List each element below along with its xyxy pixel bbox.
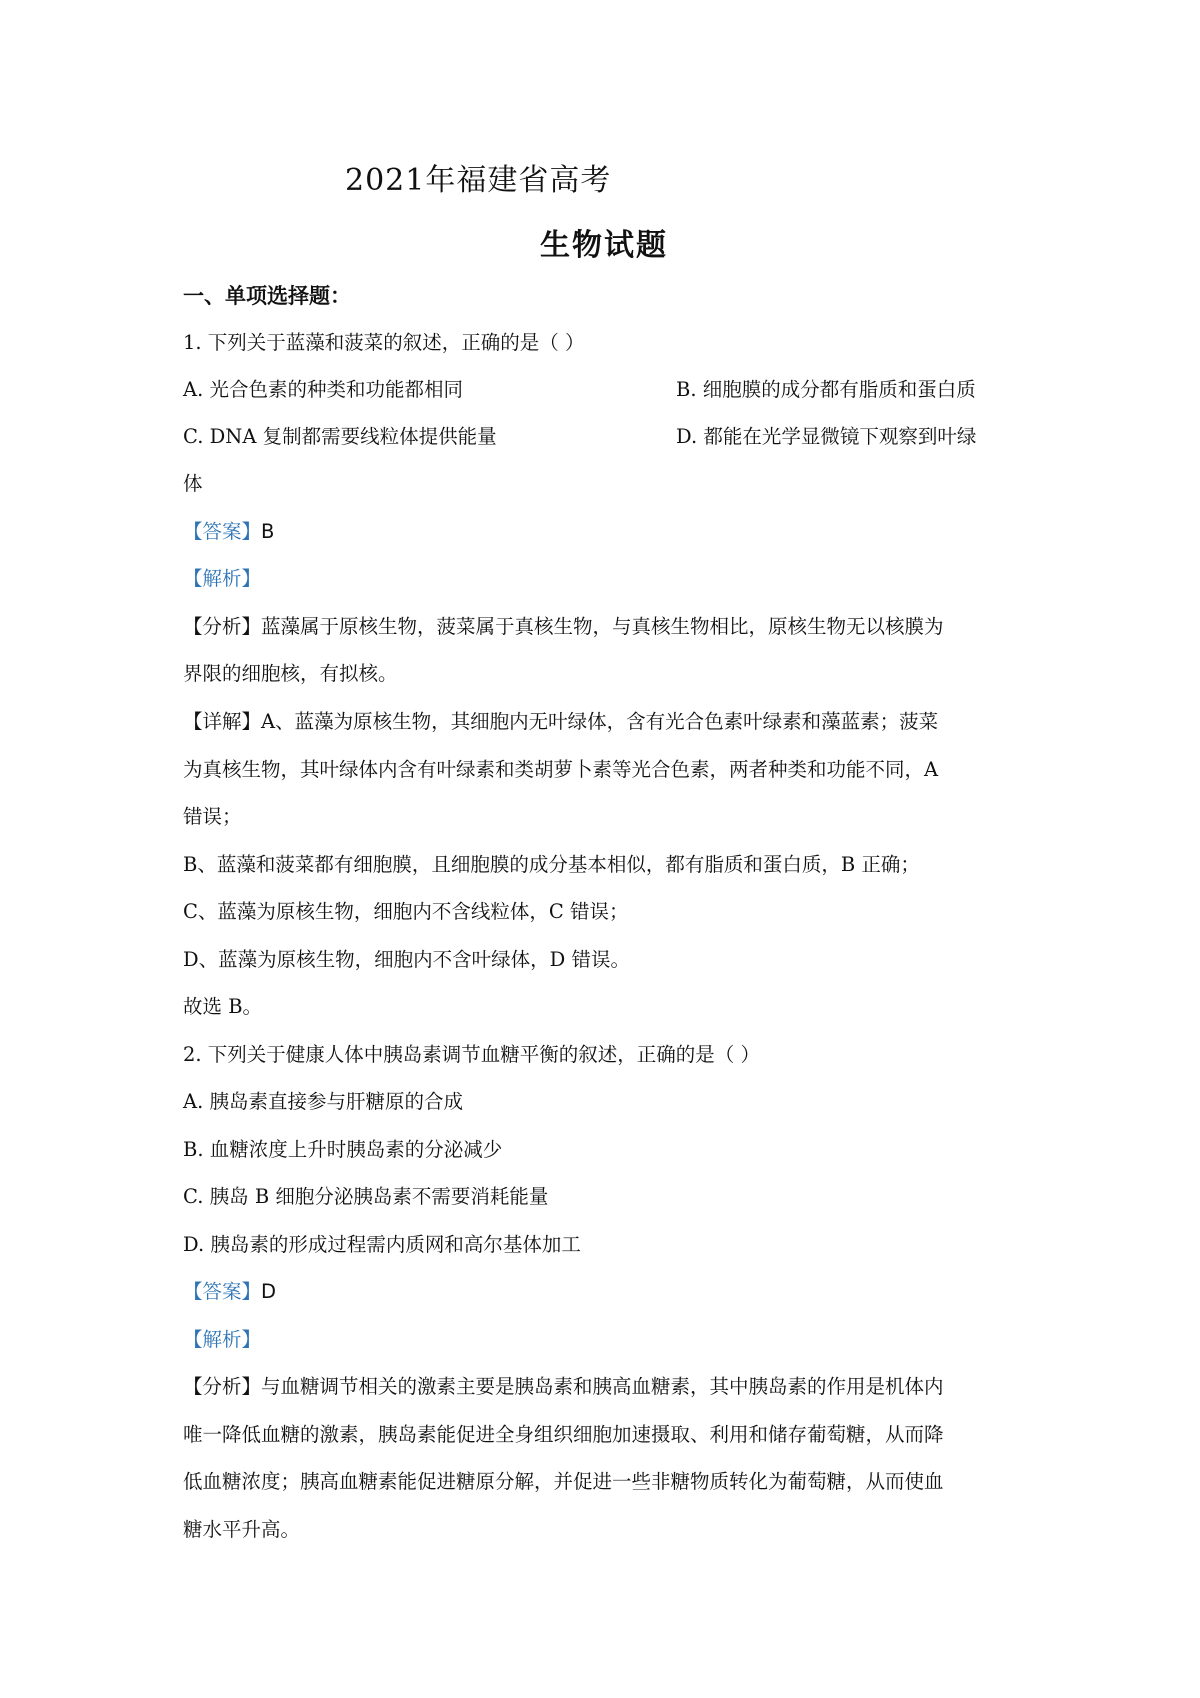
q1-xiangjie-line1 xyxy=(183,710,938,734)
q1-conclusion: 故选 B。 xyxy=(183,995,263,1018)
q2-option-c: C. 胰岛 B 细胞分泌胰岛素不需要消耗能量 xyxy=(183,1185,549,1208)
document-title: 2021年福建省高考 xyxy=(345,163,612,198)
q2-fenxi-line3: 低血糖浓度；胰高血糖素能促进糖原分解，并促进一些非糖物质转化为葡萄糖，从而使血 xyxy=(183,1470,944,1493)
q2-fenxi-line4: 糖水平升高。 xyxy=(183,1518,301,1541)
q2-stem: 2. 下列关于健康人体中胰岛素调节血糖平衡的叙述，正确的是（ ） xyxy=(183,1043,761,1066)
q1-stem: 1. 下列关于蓝藻和菠菜的叙述，正确的是（ ） xyxy=(183,331,585,354)
q1-answer xyxy=(183,520,274,544)
q2-answer-value: D xyxy=(261,1280,277,1303)
q1-fenxi-label: 【分析】 xyxy=(183,615,262,638)
q2-fenxi-line2: 唯一降低血糖的激素，胰岛素能促进全身组织细胞加速摄取、利用和储存葡萄糖，从而降 xyxy=(183,1423,944,1446)
q1-xiangjie-line6: D、蓝藻为原核生物，细胞内不含叶绿体，D 错误。 xyxy=(183,948,630,971)
document-subtitle: 生物试题 xyxy=(540,228,668,263)
q2-option-a: A. 胰岛素直接参与肝糖原的合成 xyxy=(183,1090,463,1113)
q2-option-b: B. 血糖浓度上升时胰岛素的分泌减少 xyxy=(183,1138,503,1161)
q1-answer-label: 【答案】 xyxy=(183,520,262,543)
section-title: 一、单项选择题： xyxy=(183,283,351,308)
q2-fenxi-text1: 与血糖调节相关的激素主要是胰岛素和胰高血糖素，其中胰岛素的作用是机体内 xyxy=(261,1375,944,1398)
q1-fenxi-text1: 蓝藻属于原核生物，菠菜属于真核生物，与真核生物相比，原核生物无以核膜为 xyxy=(261,615,944,638)
q2-answer-label: 【答案】 xyxy=(183,1280,262,1303)
q1-xiangjie-text1: A、蓝藻为原核生物，其细胞内无叶绿体，含有光合色素叶绿素和藻蓝素；菠菜 xyxy=(261,710,939,733)
q1-option-c: C. DNA 复制都需要线粒体提供能量 xyxy=(183,425,497,448)
q1-xiangjie-line2: 为真核生物，其叶绿体内含有叶绿素和类胡萝卜素等光合色素，两者种类和功能不同，A xyxy=(183,758,939,781)
q1-option-b: B. 细胞膜的成分都有脂质和蛋白质 xyxy=(676,378,976,401)
q2-fenxi-label: 【分析】 xyxy=(183,1375,262,1398)
q2-option-d: D. 胰岛素的形成过程需内质网和高尔基体加工 xyxy=(183,1233,581,1256)
q1-option-a: A. 光合色素的种类和功能都相同 xyxy=(183,378,463,401)
q2-fenxi-line1 xyxy=(183,1375,944,1399)
q1-xiangjie-line5: C、蓝藻为原核生物，细胞内不含线粒体，C 错误； xyxy=(183,900,629,923)
q1-option-d-continued: 体 xyxy=(183,472,203,495)
q2-answer xyxy=(183,1280,276,1304)
q1-xiangjie-line4: B、蓝藻和菠菜都有细胞膜，且细胞膜的成分基本相似，都有脂质和蛋白质，B 正确； xyxy=(183,853,920,876)
q1-fenxi-line1 xyxy=(183,615,944,639)
q2-analysis-label: 【解析】 xyxy=(183,1328,262,1351)
q1-answer-value: B xyxy=(261,520,275,543)
q1-xiangjie-line3: 错误； xyxy=(183,805,242,828)
q1-option-d: D. 都能在光学显微镜下观察到叶绿 xyxy=(676,425,977,448)
q1-xiangjie-label: 【详解】 xyxy=(183,710,262,733)
q1-fenxi-line2: 界限的细胞核，有拟核。 xyxy=(183,662,398,685)
q1-analysis-label: 【解析】 xyxy=(183,567,262,590)
